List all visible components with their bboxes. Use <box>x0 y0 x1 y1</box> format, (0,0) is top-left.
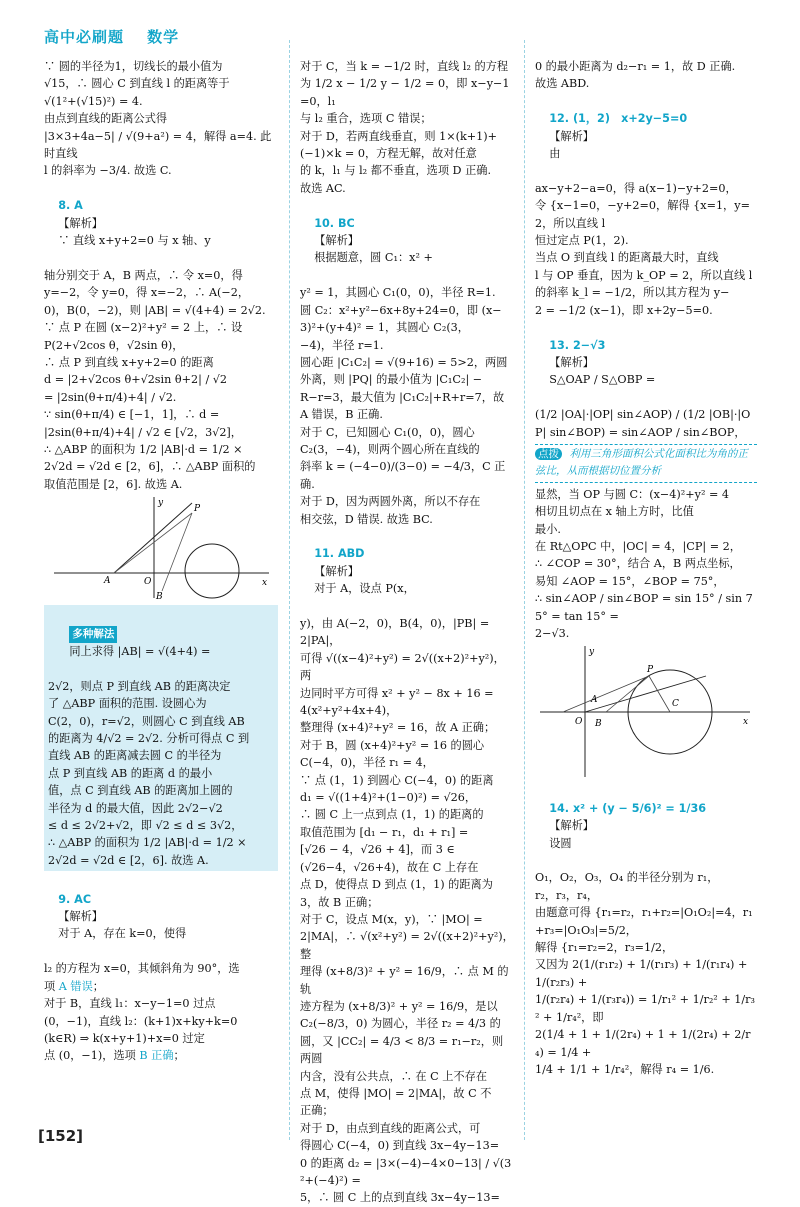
text-line: 对于 B，直线 l₁：x−y−1=0 过点 <box>44 997 216 1011</box>
text-line: 在 Rt△OPC 中，|OC| = 4，|CP| = 2， <box>535 539 741 553</box>
line-ab <box>114 503 192 573</box>
text-line: 由点到直线的距离公式得 <box>44 112 168 126</box>
q14-tag: 【解析】 <box>549 819 594 833</box>
alternative-method-box <box>44 605 278 871</box>
text-line: 2 = −1/2 (x−1)，即 x+2y−5=0. <box>535 303 713 317</box>
tip-label: 点拨 <box>535 448 562 460</box>
label-y: y <box>589 647 595 658</box>
text-line: 为 1/2 x − 1/2 y − 1/2 = 0，即 x−y−1=0，l₁ <box>300 77 510 108</box>
text-line: 1/4 + 1/1 + 1/r₄²，解得 r₄ = 1/6. <box>535 1062 715 1076</box>
q7-continued <box>44 58 278 180</box>
subject-title: 数学 <box>147 28 180 46</box>
text-line: 圆，又 |CC₂| = 4/3 < 8/3 = r₁−r₂，则两圆 <box>300 1034 504 1066</box>
text-line: 由题意可得 {r₁=r₂，r₁+r₂=|O₁O₂|=4，r₁+r₃=|O₁O₃|=5/2， <box>535 906 753 937</box>
q11-solution <box>300 615 514 1207</box>
q14-solution <box>535 869 757 1078</box>
q9-number: 9. AC <box>58 892 92 906</box>
text-line: R−r=3，最大值为 |C₁C₂|+R+r=7，故 <box>300 390 505 404</box>
text-line: O₁，O₂，O₃，O₄ 的半径分别为 r₁， <box>535 871 719 885</box>
text-line: 半径为 d 的最大值，因此 2√2−√2 <box>48 801 223 815</box>
label-p: P <box>194 504 201 515</box>
text-line: 值，点 C 到直线 AB 的距离加上圆的 <box>48 784 233 798</box>
q12-first: 由 <box>549 147 561 161</box>
text-line: (k∈R) ⇒ k(x+y+1)+x=0 过定 <box>44 1031 205 1045</box>
text-line: 的 k，l₁ 与 l₂ 都不垂直，选项 D 正确. <box>300 164 492 178</box>
text-line: 与 l₂ 重合，选项 C 错误； <box>300 112 432 126</box>
q8-tag: 【解析】 <box>58 216 103 230</box>
label-x: x <box>743 717 749 728</box>
text-line: 对于 C，设点 M(x，y)，∵ |MO| = <box>300 912 483 926</box>
text-line: 令 {x−1=0，−y+2=0，解得 {x=1，y=2，所以直线 l <box>535 199 750 230</box>
q9-tag: 【解析】 <box>58 910 103 924</box>
q8-solution <box>44 267 278 493</box>
q9-continued <box>300 58 514 197</box>
q9-solution <box>44 995 278 1047</box>
q11-tag: 【解析】 <box>314 564 359 578</box>
text-line: 斜率 k = (−4−0)/(3−0) = −4/3，C 正确. <box>300 460 506 491</box>
q13-first: S△OAP / S△OBP = <box>549 373 656 387</box>
text-line: 对于 D，由点到直线的距离公式，可 <box>300 1121 481 1135</box>
label-b: B <box>595 719 602 730</box>
text-line: √15，∴ 圆心 C 到直线 l 的距离等于 <box>44 77 230 91</box>
text-line: C₂(3，−4)，则两个圆心所在直线的 <box>300 442 480 456</box>
text-line: 圆心距 |C₁C₂| = √(9+16) = 5>2，两圆 <box>300 355 508 369</box>
page-header <box>44 26 756 52</box>
q10-header <box>300 197 514 284</box>
text-line: 点 M，使得 |MO| = 2|MA|，故 C 不 <box>300 1086 492 1100</box>
page-number: [152] <box>38 1127 84 1145</box>
text-line: 故选 ABD. <box>535 77 590 91</box>
text-line: 可得 √((x−4)²+y²) = 2√((x+2)²+y²)，两 <box>300 651 505 683</box>
box-first: 同上求得 |AB| = √(4+4) = <box>69 644 211 658</box>
figure-q13 <box>535 642 757 782</box>
box-label: 多种解法 <box>69 626 117 643</box>
q11-first: 对于 A，设点 P(x， <box>314 582 415 596</box>
text-line: 2|PA|， <box>300 634 341 648</box>
text-line: ∵ 点 P 在圆 (x−2)²+y² = 2 上，∴ 设 <box>44 321 243 335</box>
text-line: 直线 AB 的距离减去圆 C 的半径为 <box>48 749 222 763</box>
text-line: C(−4，0)，半径 r₁ = 4， <box>300 756 434 770</box>
q12-solution <box>535 180 757 319</box>
text-line: (1/2 |OA|·|OP| sin∠AOP) / (1/2 |OB|·|OP| sin∠BOP) = sin∠AOP / sin∠BOP， <box>535 408 751 439</box>
q10-number: 10. BC <box>314 216 355 230</box>
q9-first: 对于 A，存在 k=0，使得 <box>58 927 187 941</box>
text-line: ∴ △ABP 的面积为 1/2 |AB|·d = 1/2 × <box>48 836 247 850</box>
q11-number: 11. ABD <box>314 547 365 561</box>
column-1 <box>44 58 278 1065</box>
text-line: (−1)×k = 0，方程无解，故对任意 <box>300 147 477 161</box>
text-line: = |2sin(θ+π/4)+4| / √2. <box>44 390 177 404</box>
q9-l2-highlight: A 错误 <box>58 979 93 993</box>
text-line: √(1²+(√15)²) = 4. <box>44 94 143 108</box>
text-line: 3，故 B 正确； <box>300 895 379 909</box>
label-b: B <box>156 592 163 603</box>
line-op <box>585 676 706 712</box>
book-title: 高中必刷题 <box>44 28 125 46</box>
text-line: (0，−1)，直线 l₂：(k+1)x+ky+k=0 <box>44 1014 238 1028</box>
text-line: ∴ ∠COP = 30°，结合 A，B 两点坐标， <box>535 557 741 571</box>
column-3 <box>535 58 757 1078</box>
text-line: 对于 D，因为两圆外离，所以不存在 <box>300 495 481 509</box>
text-line: ax−y+2−a=0，得 a(x−1)−y+2=0， <box>535 181 737 195</box>
text-line: 相交弦，D 错误. 故选 BC. <box>300 512 433 526</box>
column-divider <box>524 40 525 1140</box>
text-line: r₂，r₃，r₄， <box>535 888 599 902</box>
text-line: 相切且切点在 x 轴上方时，比值 <box>535 505 694 519</box>
text-line: ∵ 圆的半径为1，切线长的最小值为 <box>44 60 223 73</box>
text-line: −4)，半径 r=1. <box>300 338 384 352</box>
text-line: |2sin(θ+π/4)+4| / √2 ∈ [√2，3√2]， <box>44 425 242 439</box>
q8-first: ∵ 直线 x+y+2=0 与 x 轴、y <box>58 234 211 248</box>
q8-header <box>44 180 278 267</box>
label-p: P <box>647 665 654 676</box>
segment-ap <box>563 676 649 712</box>
text-line: C₂(−8/3，0) 为圆心，半径 r₂ = 4/3 的 <box>300 1017 501 1031</box>
label-a: A <box>591 695 598 706</box>
label-o: O <box>575 717 583 728</box>
text-line: (√26−4，√26+4)，故在 C 上存在 <box>300 860 479 874</box>
text-line: 轴分别交于 A，B 两点，∴ 令 x=0，得 <box>44 268 243 282</box>
text-line: 1/(r₂r₄) + 1/(r₃r₄)) = 1/r₁² + 1/r₂² + 1/r₃² + 1/r₄²，即 <box>535 993 756 1024</box>
text-line: 2√2，则点 P 到直线 AB 的距离决定 <box>48 679 231 693</box>
q9-last-post: ； <box>173 1049 185 1063</box>
text-line: 4(x²+y²+4x+4)， <box>300 704 398 718</box>
text-line: 0 的最小距离为 d₂−r₁ = 1，故 D 正确. <box>535 60 736 73</box>
text-line: 2(1/4 + 1 + 1/(2r₄) + 1 + 1/(2r₄) + 2/r₄) = 1/4 + <box>535 1028 751 1059</box>
q9-last <box>44 1047 278 1064</box>
q12-number: 12. (1，2) x+2y−5=0 <box>549 112 688 126</box>
label-o: O <box>144 577 152 588</box>
text-line: 取值范围为 [d₁ − r₁，d₁ + r₁] = <box>300 825 469 839</box>
text-line: 对于 C，已知圆心 C₁(0，0)，圆心 <box>300 425 475 439</box>
text-line: 2|MA|，∴ √(x²+y²) = 2√((x+2)²+y²)，整 <box>300 930 514 961</box>
text-line: 3)²+(y+4)² = 1，其圆心 C₂(3， <box>300 321 469 335</box>
text-line: 了 △ABP 面积的范围. 设圆心为 <box>48 697 207 711</box>
text-line: |3×3+4a−5| / √(9+a²) = 4，解得 a=4. 此时直线 <box>44 129 272 161</box>
text-line: ∴ △ABP 的面积为 1/2 |AB|·d = 1/2 × <box>44 442 243 456</box>
q13-tag: 【解析】 <box>549 355 594 369</box>
text-line: ∴ 点 P 到直线 x+y+2=0 的距离 <box>44 355 214 369</box>
circle-c <box>185 544 239 598</box>
text-line: y² = 1，其圆心 C₁(0，0)，半径 R=1. <box>300 286 496 300</box>
text-line: 对于 D，若两直线垂直，则 1×(k+1)+ <box>300 129 498 143</box>
q13-header <box>535 319 757 406</box>
text-line: 得圆心 C(−4，0) 到直线 3x−4y−13= <box>300 1139 500 1153</box>
box-header <box>48 607 274 678</box>
label-x: x <box>262 578 268 589</box>
q10-solution <box>300 284 514 528</box>
q9-last-highlight: B 正确 <box>139 1049 174 1063</box>
q9-line-2 <box>44 978 278 995</box>
text-line: y=−2，令 y=0，得 x=−2，∴ A(−2， <box>44 286 250 300</box>
q13-solution <box>535 406 757 441</box>
q14-number: 14. x² + (y − 5/6)² = 1/36 <box>549 801 707 815</box>
column-divider <box>289 40 290 1140</box>
tip-box <box>535 444 757 483</box>
q9-last-pre: 点 (0，−1)，选项 <box>44 1049 140 1063</box>
q9-l2-post: ； <box>92 979 104 993</box>
text-line: 又因为 2(1/(r₁r₂) + 1/(r₁r₃) + 1/(r₁r₄) + 1/(r₂r₃) + <box>535 958 751 989</box>
q10-tag: 【解析】 <box>314 234 359 248</box>
text-line: 当点 O 到直线 l 的距离最大时，直线 <box>535 251 719 265</box>
text-line: 恒过定点 P(1，2). <box>535 234 629 248</box>
text-line: 0 的距离 d₂ = |3×(−4)−4×0−13| / √(3²+(−4)²) = <box>300 1156 512 1187</box>
text-line: d = |2+√2cos θ+√2sin θ+2| / √2 <box>44 373 228 387</box>
text-line: 0)，B(0，−2)，则 |AB| = √(4+4) = 2√2. <box>44 303 266 317</box>
q8-number: 8. A <box>58 199 83 213</box>
label-a: A <box>104 576 111 587</box>
q11-continued <box>535 58 757 93</box>
text-line: ∴ sin∠AOP / sin∠BOP = sin 15° / sin 75° = tan 15° = <box>535 592 753 623</box>
text-line: A 错误，B 正确. <box>300 408 383 422</box>
q13-solution-continued <box>535 486 757 643</box>
figure-q8 <box>44 493 278 603</box>
q12-header <box>535 93 757 180</box>
text-line: 迹方程为 (x+8/3)² + y² = 16/9，是以 <box>300 999 498 1013</box>
text-line: ≤ d ≤ 2√2+√2，即 √2 ≤ d ≤ 3√2， <box>48 819 243 833</box>
text-line: 易知 ∠AOP = 15°，∠BOP = 75°， <box>535 574 725 588</box>
q13-number: 13. 2−√3 <box>549 338 606 352</box>
q9-header <box>44 873 278 960</box>
q11-header <box>300 528 514 615</box>
text-line: 故选 AC. <box>300 181 346 195</box>
text-line: 正确； <box>300 1104 334 1118</box>
text-line: 理得 (x+8/3)² + y² = 16/9，∴ 点 M 的轨 <box>300 965 509 996</box>
text-line: 对于 B，圆 (x+4)²+y² = 16 的圆心 <box>300 738 485 752</box>
text-line: 内含，没有公共点，∴ 在 C 上不存在 <box>300 1069 488 1083</box>
text-line: 5，∴ 圆 C 上的点到直线 3x−4y−13= <box>300 1191 500 1205</box>
text-line: l 的斜率为 −3/4. 故选 C. <box>44 164 172 178</box>
text-line: C(2，0)，r=√2，则圆心 C 到直线 AB <box>48 714 245 728</box>
label-c: C <box>672 699 679 710</box>
label-y: y <box>158 498 164 509</box>
text-line: 外离，则 |PQ| 的最小值为 |C₁C₂| − <box>300 373 483 387</box>
text-line: ∵ sin(θ+π/4) ∈ [−1，1]，∴ d = <box>44 408 220 422</box>
text-line: [√26 − 4，√26 + 4]，而 3 ∈ <box>300 843 455 857</box>
tip-text: 利用三角形面积公式化面积比为角的正弦比，从而根据切位置分析 <box>535 447 748 478</box>
text-line: 2√2d = √2d ∈ [2，6]. 故选 A. <box>48 853 209 867</box>
text-line: 的距离为 4/√2 = 2√2. 分析可得点 C 到 <box>48 732 250 745</box>
q9-line-1: l₂ 的方程为 x=0，其倾斜角为 90°，选 <box>44 962 240 976</box>
text-line: 最小. <box>535 522 561 536</box>
q10-first: 根据题意，圆 C₁：x² + <box>314 251 433 265</box>
text-line: 的斜率 k_l = −1/2，所以其方程为 y− <box>535 286 730 300</box>
segment-cp <box>649 676 670 712</box>
text-line: 2−√3. <box>535 627 570 640</box>
text-line: 取值范围是 [2，6]. 故选 A. <box>44 477 183 491</box>
q9-l2-pre: 项 <box>44 979 59 993</box>
text-line: 显然，当 OP 与圆 C：(x−4)²+y² = 4 <box>535 487 730 501</box>
text-line: ∵ 点 (1，1) 到圆心 C(−4，0) 的距离 <box>300 773 494 787</box>
text-line: 圆 C₂：x²+y²−6x+8y+24=0，即 (x− <box>300 303 502 317</box>
q14-header <box>535 782 757 869</box>
text-line: 解得 {r₁=r₂=2，r₃=1/2， <box>535 941 674 955</box>
q12-tag: 【解析】 <box>549 129 594 143</box>
text-line: d₁ = √((1+4)²+(1−0)²) = √26， <box>300 791 477 805</box>
text-line: 整理得 (x+4)²+y² = 16，故 A 正确； <box>300 721 496 735</box>
text-line: 点 P 到直线 AB 的距离 d 的最小 <box>48 766 213 780</box>
text-line: 对于 C，当 k = −1/2 时，直线 l₂ 的方程 <box>300 60 509 73</box>
segment-bp <box>606 676 649 712</box>
text-line: 点 D，使得点 D 到点 (1，1) 的距离为 <box>300 878 493 892</box>
column-2 <box>300 58 514 1207</box>
text-line: y)，由 A(−2，0)，B(4，0)，|PB| = <box>300 617 490 630</box>
box-lines <box>48 678 274 869</box>
text-line: 边同时平方可得 x² + y² − 8x + 16 = <box>300 686 494 700</box>
text-line: ∴ 圆 C 上一点到点 (1，1) 的距离的 <box>300 808 484 822</box>
text-line: l 与 OP 垂直，因为 k_OP = 2，所以直线 l <box>535 268 753 282</box>
text-line: 2√2d = √2d ∈ [2，6]，∴ △ABP 面积的 <box>44 460 256 474</box>
q14-first: 设圆 <box>549 836 572 850</box>
text-line: P(2+√2cos θ，√2sin θ)， <box>44 338 184 352</box>
